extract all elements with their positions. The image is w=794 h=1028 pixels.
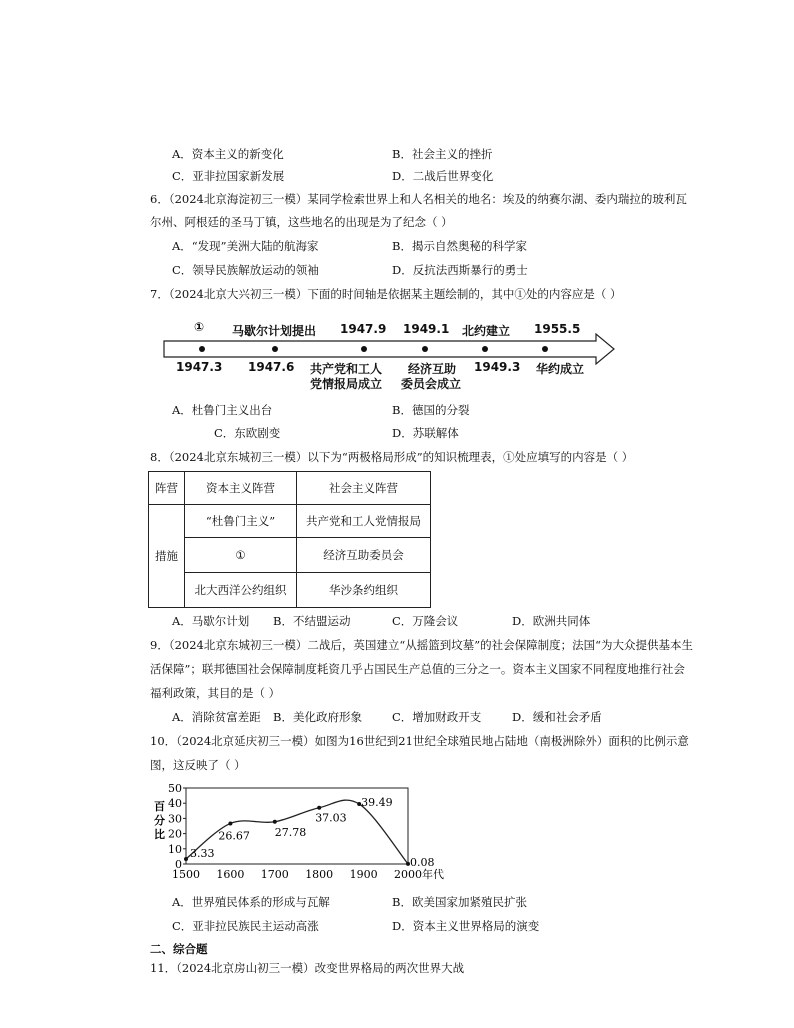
section-title: 二、综合题 [150,942,208,956]
q6-stem-line2: 尔州、阿根廷的圣马丁镇，这些地名的出现是为了纪念（ ） [150,215,453,229]
timeline-bottom-label: 共产党和工人 [310,362,383,376]
timeline-top-label: ① [194,320,205,334]
data-label: 3.33 [190,846,215,860]
timeline-dot [482,346,488,352]
table-cell: 共产党和工人党情报局 [297,505,431,538]
x-tick-label: 1500 [172,868,200,881]
data-label: 37.03 [315,811,347,825]
data-point [317,806,321,810]
q10-option-c: C．亚非拉民族民主运动高涨 [172,919,319,933]
q10-option-a: A．世界殖民体系的形成与瓦解 [172,895,330,909]
timeline-bottom-label: 华约成立 [536,362,585,376]
q9-stem-line1: 9．（2024北京东城初三一模）二战后，英国建立“从摇篮到坟墓”的社会保障制度；法国“为大众提供基本生 [150,638,693,652]
timeline-bottom-label: 经济互助 [408,362,457,376]
timeline-dot [361,346,367,352]
q9-stem-line2: 活保障”；联邦德国社会保障制度耗资几乎占国民生产总值的三分之一。资本主义国家不同程度地推行社会 [150,662,685,676]
q10-stem-line1: 10．（2024北京延庆初三一模）如图为16世纪到21世纪全球殖民地占陆地（南极洲除外）面积的比例示意 [150,734,689,748]
q11-stem: 11．（2024北京房山初三一模）改变世界格局的两次世界大战 [150,961,465,975]
q6-option-c: C．领导民族解放运动的领袖 [172,263,319,277]
timeline-top-label: 1949.1 [403,322,450,336]
timeline-bottom-label: 1947.3 [176,360,223,374]
data-label: 39.49 [361,795,393,809]
timeline-dot [422,346,428,352]
timeline-bottom-label: 党情报局成立 [310,377,383,391]
y-tick-label: 10 [168,842,182,856]
q9-option-c: C．增加财政开支 [392,710,482,724]
q9-stem-line3: 福利政策，其目的是（ ） [150,686,281,700]
q5-option-b: B．社会主义的挫折 [392,147,493,161]
q10-option-d: D．资本主义世界格局的演变 [392,919,540,933]
q6-option-a: A．“发现”美洲大陆的航海家 [172,239,319,253]
timeline-dot [272,346,278,352]
y-tick-label: 20 [168,827,182,841]
y-axis-label: 比 [154,828,165,841]
q9-option-d: D．缓和社会矛盾 [512,710,602,724]
timeline-bottom-label: 1949.3 [474,360,521,374]
table-cell: 北大西洋公约组织 [185,573,297,608]
y-tick-label: 50 [168,782,182,795]
timeline-bottom-label: 1947.6 [248,360,295,374]
q7-option-c: C．东欧剧变 [214,426,281,440]
y-axis-label: 百 [154,800,165,813]
q5-option-c: C．亚非拉国家新发展 [172,169,285,183]
data-label: 27.78 [274,825,307,839]
q8-stem-line1: 8．（2024北京东城初三一模）以下为“两极格局形成”的知识梳理表，①处应填写的内容是（ ） [150,450,634,464]
timeline-top-label: 北约建立 [462,324,511,338]
q10-option-b: B．欧美国家加紧殖民扩张 [392,895,527,909]
table-cell: 经济互助委员会 [297,538,431,573]
q7-option-d: D．苏联解体 [392,426,459,440]
q8-option-b: B．不结盟运动 [273,614,351,628]
x-tick-label: 1600 [216,868,245,881]
bipolar-table [148,471,431,608]
data-label: 26.67 [218,829,250,843]
table-cell: 华沙条约组织 [297,573,431,608]
table-header-cell: 阵营 [149,472,185,505]
timeline-figure [160,318,620,391]
y-tick-label: 0 [175,858,182,871]
q5-option-a: A．资本主义的新变化 [172,147,284,161]
q9-option-a: A．消除贫富差距 [172,710,261,724]
table-cell: ① [185,538,297,573]
y-axis-label: 分 [154,814,165,827]
timeline-top-label: 1947.9 [340,322,387,336]
q6-option-b: B．揭示自然奥秘的科学家 [392,239,527,253]
x-tick-label: 1900 [349,868,378,881]
x-tick-label: 1700 [260,868,289,881]
x-tick-label: 2000 [394,868,422,881]
timeline-top-label: 马歇尔计划提出 [232,324,317,338]
table-header-cell: 社会主义阵营 [297,472,431,505]
timeline-bottom-label: 委员会成立 [401,377,462,391]
q6-stem-line1: 6．（2024北京海淀初三一模）某同学检索世界上和人名相关的地名：埃及的纳赛尔湖、委内瑞拉的玻利瓦 [150,192,687,206]
timeline-dot [542,346,548,352]
data-point [273,820,277,824]
q7-option-b: B．德国的分裂 [392,403,470,417]
q7-stem-line1: 7．（2024北京大兴初三一模）下面的时间轴是依据某主题绘制的，其中①处的内容应是（ ） [150,287,622,301]
q6-option-d: D．反抗法西斯暴行的勇士 [392,263,528,277]
x-tick-label: 1800 [305,868,334,881]
timeline-top-label: 1955.5 [534,322,581,336]
q8-option-c: C．万隆会议 [392,614,459,628]
q8-option-a: A．马歇尔计划 [172,614,250,628]
q8-option-d: D．欧洲共同体 [512,614,591,628]
data-point [184,857,188,861]
table-cell: “杜鲁门主义” [185,505,297,538]
x-axis-label: 年代 [422,868,444,881]
table-header-cell: 资本主义阵营 [185,472,297,505]
q9-option-b: B．美化政府形象 [273,710,362,724]
data-point [228,821,232,825]
q10-stem-line2: 图，这反映了（ ） [150,758,246,772]
y-tick-label: 30 [168,812,182,826]
q5-option-d: D．二战后世界变化 [392,169,494,183]
y-tick-label: 40 [168,797,182,811]
timeline-dot [199,346,205,352]
colony-area-chart [150,780,460,884]
data-label: 0.08 [410,855,435,869]
table-row-label: 措施 [149,505,185,608]
q7-option-a: A．杜鲁门主义出台 [172,403,273,417]
